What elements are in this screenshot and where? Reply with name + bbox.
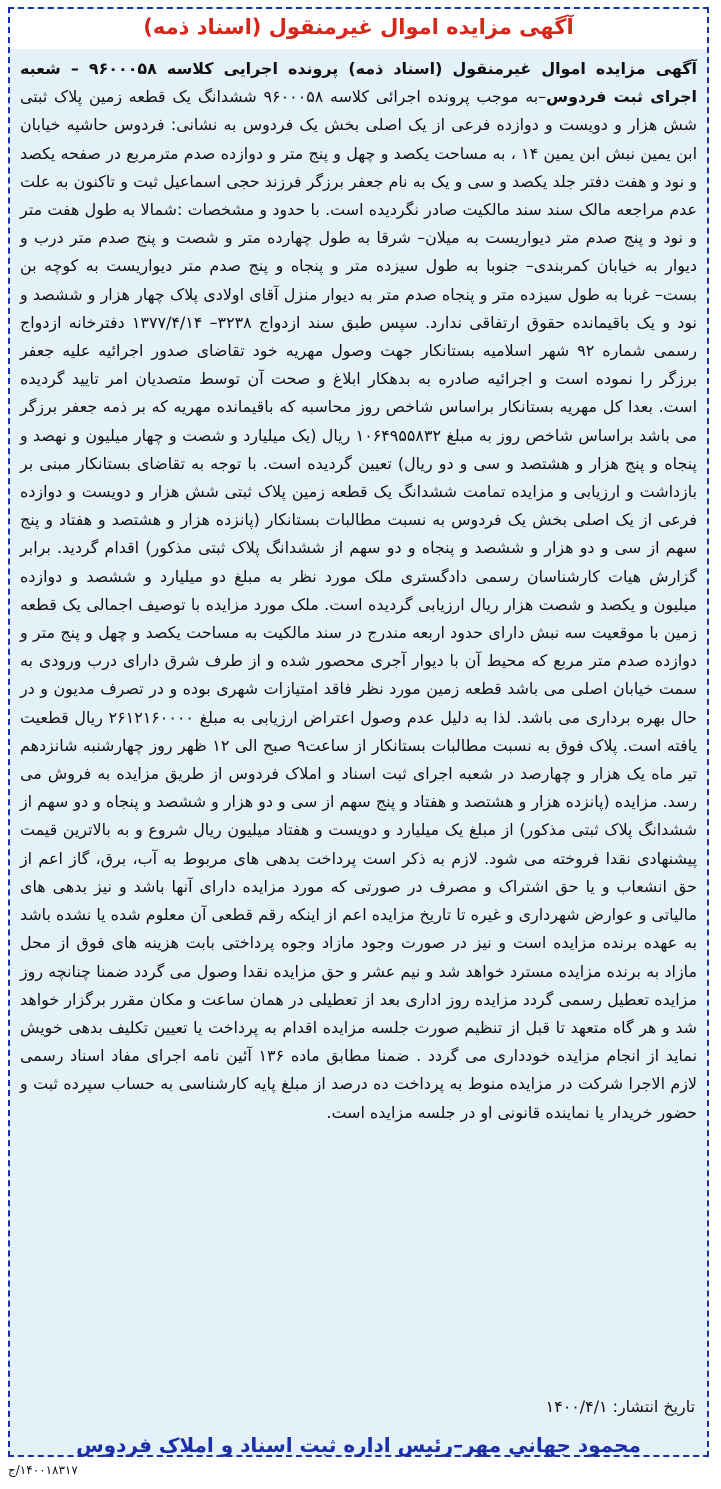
notice-body: [20, 55, 697, 1127]
notice-title: آگهی مزایده اموال غیرمنقول (اسناد ذمه): [143, 15, 574, 39]
notice-frame: [8, 7, 709, 1457]
notice-body-text: –به موجب پرونده اجرائی کلاسه ۹۶۰۰۰۵۸ ششدانگ یک قطعه زمین پلاک ثبتی شش هزار و دویست و دوازده فرعی از یک اصلی بخش یک فردوس به نشانی: فردوس حاشیه خیابان ابن یمین نبش ابن یمین ۱۴ ، به مساحت یکصد و چهل و پنج متر و دوازده صدم مترمربع در صفحه یکصد و نود و هفت دفتر جلد یکصد و سی و یک به نام جعفر برزگر فرزند حجی اسماعیل ثبت و تاکنون به علت عدم مراجعه مالک سند سند مالکیت صادر نگردیده است. با حدود و مشخصات :شمالا به طول هفت متر و نود و پنج صدم متر دیواریست به میلان– شرقا به طول چهارده متر و شصت و پنج صدم متر درب و دیوار به خیابان کمربندی– جنوبا به طول سیزده متر و پنجاه و پنج صدم متر دیواریست به کوچه بن بست– غربا به طول سیزده متر و پنجاه صدم متر به دیوار منزل آقای اولادی پلاک چهار هزار و ششصد و نود و یک باقیمانده حقوق ارتفاقی ندارد. سپس طبق سند ازدواج ۳۲۳۸– ۱۳۷۷/۴/۱۴ دفترخانه ازدواج رسمی شماره ۹۲ شهر اسلامیه بستانکار جهت وصول مهریه خود تقاضای صدور اجرائیه علیه جعفر برزگر را نموده است و اجرائیه صادره به بدهکار ابلاغ و صحت آن توسط متصدیان امر تایید گردیده است. بعدا کل مهریه بستانکار براساس شاخص روز محاسبه که باقیمانده مهریه که بر ذمه جعفر برزگر می باشد براساس شاخص روز به مبلغ ۱۰۶۴۹۵۵۸۳۲ ریال (یک میلیارد و شصت و چهار میلیون و نهصد و پنجاه و پنج هزار و هشتصد و سی و دو ریال) تعیین گردیده است. با توجه به تقاضای بستانکار مبنی بر بازداشت و ارزیابی و مزایده تمامت ششدانگ یک قطعه زمین پلاک ثبتی شش هزار و دویست و دوازده فرعی از یک اصلی بخش یک فردوس به نسبت مطالبات بستانکار (پانزده هزار و هشتصد و هفتاد و پنج سهم از سی و دو هزار و ششصد و پنجاه و دو سهم از ششدانگ پلاک ثبتی مذکور) اقدام گردید. برابر گزارش هیات کارشناسان رسمی دادگستری ملک مورد نظر به مبلغ دو میلیارد و ششصد و دوازده میلیون و یکصد و شصت هزار ریال ارزیابی گردیده است. ملک مورد مزایده با توصیف اجمالی یک قطعه زمین با موقعیت سه نبش دارای حدود اربعه مندرج در سند مالکیت به مساحت یکصد و چهل و پنج متر و دوازده صدم متر مربع که محیط آن با دیوار آجری محصور شده و از طرف شرق دارای درب ورودی به سمت خیابان اصلی می باشد قطعه زمین مورد نظر فاقد امتیازات شهری بوده و در تصرف مدیون و در حال بهره برداری می باشد. لذا به دلیل عدم وصول اعتراض ارزیابی به مبلغ ۲۶۱۲۱۶۰۰۰۰ ریال قطعیت یافته است. پلاک فوق به نسبت مطالبات بستانکار از ساعت۹ صبح الی ۱۲ ظهر روز چهارشنبه شانزدهم تیر ماه یک هزار و چهارصد در شعبه اجرای ثبت اسناد و املاک فردوس از طریق مزایده به فروش می رسد. مزایده (پانزده هزار و هشتصد و هفتاد و پنج سهم از سی و دو هزار و ششصد و پنجاه و دو سهم از ششدانگ پلاک ثبتی مذکور) از مبلغ یک میلیارد و دویست و هفتاد میلیون ریال شروع و به بالاترین قیمت پیشنهادی نقدا فروخته می شود. لازم به ذکر است پرداخت بدهی های مربوط به آب، برق، گاز اعم از حق انشعاب و یا حق اشتراک و مصرف در صورتی که مورد مزایده دارای آنها باشد و نیز بدهی های مالیاتی و عوارض شهرداری و غیره تا تاریخ مزایده اعم از اینکه رقم قطعی آن معلوم شده یا نشده باشد به عهده برنده مزایده است و نیز در صورت وجود مازاد وجوه پرداختی بابت هزینه های فوق از محل مازاد به برنده مزایده مسترد خواهد شد و نیم عشر و حق مزایده نقدا وصول می گردد ضمنا چنانچه روز مزایده تعطیل رسمی گردد مزایده روز اداری بعد از تعطیلی در همان ساعت و مکان مقرر برگزار خواهد شد و هر گاه متعهد تا قبل از تنظیم صورت جلسه مزایده اقدام به پرداخت یا تعیین تکلیف بدهی خویش نماید از انجام مزایده خودداری می گردد . ضمنا مطابق ماده ۱۳۶ آئین نامه اجرای مفاد اسناد رسمی لازم الاجرا شرکت در مزایده منوط به پرداخت ده درصد از مبلغ پایه کارشناسی به حساب سپرده ثبت و حضور خریدار یا نماینده قانونی او در جلسه مزایده است.: [20, 87, 698, 1122]
signature: محمود جهانی مهر–رئیس اداره ثبت اسناد و املاک فردوس: [76, 1433, 641, 1457]
notice-lead: آگهی مزایده اموال غیرمنقول (اسناد ذمه) پرونده اجرایی کلاسه ۹۶۰۰۰۵۸ – شعبه اجرای ثبت فردوس: [20, 59, 697, 107]
publish-date: تاریخ انتشار: ۱۴۰۰/۴/۱: [545, 1397, 695, 1416]
reference-code: ۱۴۰۰۱۸۳۱۷/ج: [8, 1463, 78, 1477]
title-band: [10, 9, 707, 49]
